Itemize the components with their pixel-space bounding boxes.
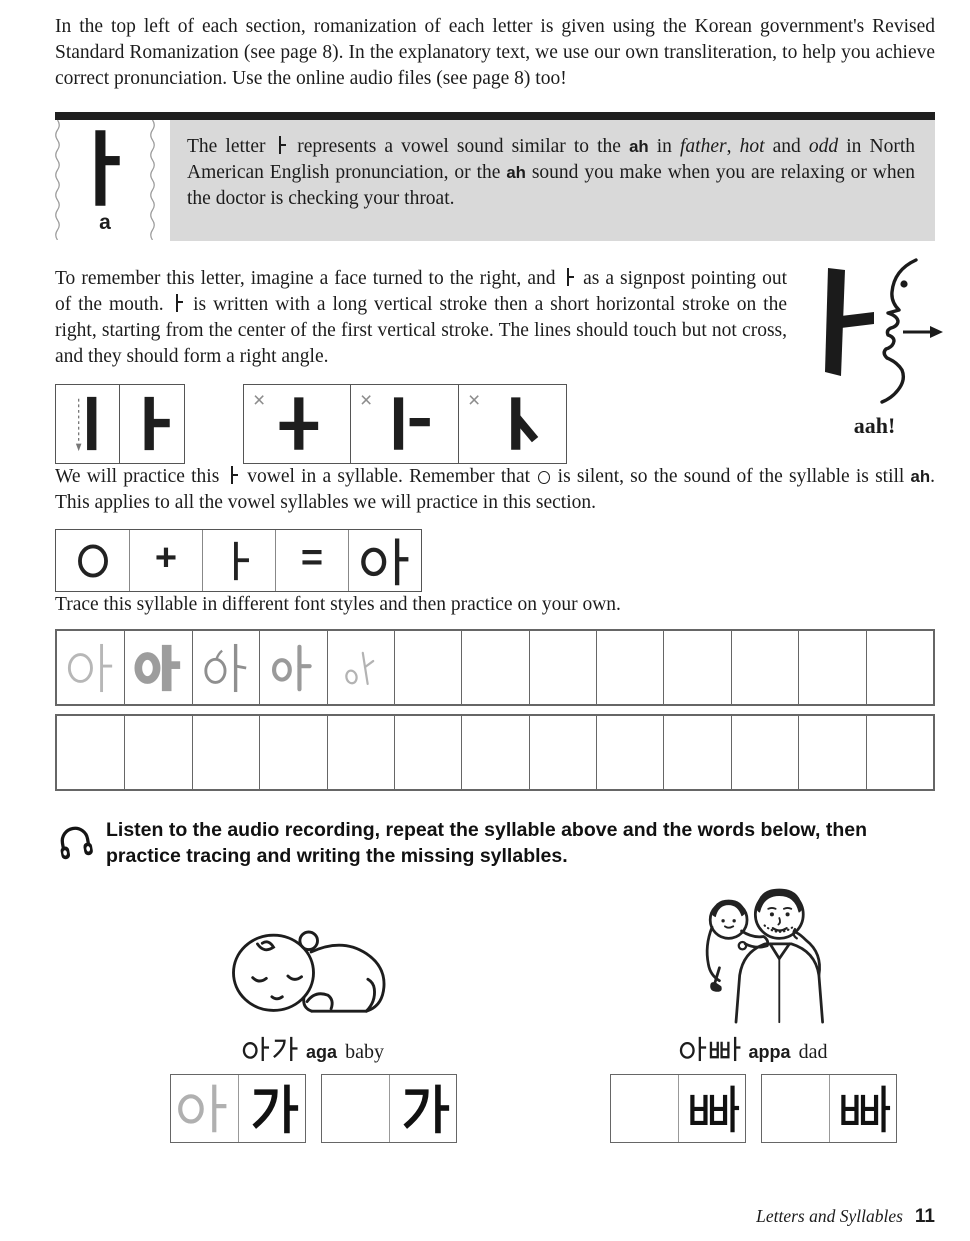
vocabulary-section — [55, 872, 935, 1140]
trace-cell-empty — [798, 631, 865, 704]
zigzag-edge-right — [149, 120, 156, 240]
aah-exclamation: aah! — [853, 413, 896, 438]
trace-cell-light — [57, 631, 124, 704]
practice-box — [170, 1074, 306, 1143]
trace-cell-empty — [259, 716, 326, 789]
romanized-word: appa — [748, 1041, 791, 1062]
trace-cell-empty — [461, 716, 528, 789]
trace-cell-empty — [663, 716, 730, 789]
hangul-a-letter-icon — [82, 126, 128, 210]
page-footer — [756, 1206, 935, 1228]
trace-cell-empty — [192, 716, 259, 789]
practice-cell-empty — [762, 1075, 829, 1142]
completed-letter-icon — [124, 390, 180, 458]
plus-sign: + — [154, 537, 178, 580]
korean-word-aga — [242, 1033, 298, 1062]
trace-cell-empty — [529, 716, 596, 789]
remember-paragraph: To remember this letter, imagine a face turned to the right, and as a signpost pointing out of the mouth. is written with a long vertical stroke then a short horizontal stroke on the right, starting from the center of the first vertical stroke. The lines should touch but not cross, and they should form a right angle. — [55, 267, 787, 367]
face-profile-icon — [800, 258, 950, 408]
headphones-icon — [55, 821, 95, 861]
trace-cell-rounded — [259, 631, 326, 704]
practice-box — [610, 1074, 746, 1143]
trace-grid-row-1 — [55, 629, 935, 706]
hangul-ppa-glyph — [835, 1080, 891, 1136]
x-mark: × — [360, 389, 373, 413]
hangul-ah-icon — [359, 535, 411, 587]
correct-stroke-group — [55, 384, 185, 464]
word-column-aga — [163, 872, 463, 1143]
equation-cell-equals — [275, 530, 348, 591]
practice-cell-traced-ah — [171, 1075, 238, 1142]
word-caption-appa — [603, 1033, 903, 1064]
pronunciation-face-illustration — [797, 258, 952, 439]
trace-cell-empty — [798, 716, 865, 789]
letter-description: The letter represents a vowel sound similar to the ah in father, hot and odd in North American English pronunciation, or the ah sound you make when you are relaxing or when the doctor is checking your throat. — [170, 120, 935, 241]
x-mark: × — [253, 389, 266, 413]
intro-paragraph: In the top left of each section, romanization of each letter is given using the Korean government's Revised Standard Romanization (see page 8). In the explanatory text, we use our own transliteration, to help you achieve correct pronunciation. Use the online audio files (see page 8) too! — [55, 16, 935, 89]
section-top-bar — [55, 112, 935, 120]
trace-instruction: Trace this syllable in different font styles and then practice on your own. — [55, 594, 621, 616]
audio-instruction — [55, 818, 935, 869]
letter-card — [55, 120, 155, 241]
practice-boxes-aga — [163, 1074, 463, 1143]
x-mark: × — [468, 389, 481, 413]
hangul-ah-handwriting-glyph — [339, 643, 383, 693]
audio-instruction-text: Listen to the audio recording, repeat the syllable above and the words below, then practice tracing and writing the missing syllables. — [106, 819, 867, 867]
incorrect-angled-cell — [459, 384, 567, 464]
trace-cell-empty — [327, 716, 394, 789]
incorrect-crossing-cell — [243, 384, 351, 464]
angled-strokes-icon — [467, 390, 559, 458]
letter-section — [55, 112, 935, 241]
trace-cell-empty — [731, 716, 798, 789]
hangul-ppa-glyph — [684, 1080, 740, 1136]
trace-cell-empty — [731, 631, 798, 704]
trace-cell-empty — [866, 716, 933, 789]
romanized-word: aga — [306, 1041, 338, 1062]
trace-cell-empty — [394, 716, 461, 789]
trace-cell-empty — [866, 631, 933, 704]
syllable-equation-box — [55, 529, 422, 592]
romanization-label: a — [99, 210, 111, 234]
detached-strokes-icon — [359, 390, 451, 458]
sleeping-baby-icon — [201, 904, 426, 1024]
hangul-ga-glyph — [395, 1080, 451, 1136]
dad-illustration — [603, 872, 903, 1024]
korean-word-appa — [679, 1033, 741, 1062]
stroke-step-2-cell — [120, 384, 185, 464]
syllable-paragraph: We will practice this vowel in a syllable. Remember that is silent, so the sound of the syllable is still ah. This applies to all the vowel syllables we will practice in this section. — [55, 466, 935, 514]
first-stroke-icon — [60, 390, 116, 458]
hangul-ah-rounded-glyph — [269, 640, 317, 696]
trace-cell-serif — [192, 631, 259, 704]
word-column-appa — [603, 872, 903, 1143]
practice-cell-empty — [322, 1075, 389, 1142]
practice-cell-ga — [389, 1075, 456, 1142]
practice-cell-ppa — [678, 1075, 745, 1142]
equation-cell-a-vowel — [202, 530, 275, 591]
word-caption-aga — [163, 1033, 463, 1064]
stroke-step-1-cell — [55, 384, 120, 464]
page-number: 11 — [914, 1206, 935, 1227]
practice-cell-ga — [238, 1075, 305, 1142]
practice-box — [761, 1074, 897, 1143]
incorrect-stroke-group — [243, 384, 567, 464]
hangul-ah-serif-glyph — [201, 639, 251, 697]
hangul-ieung-icon — [70, 538, 116, 584]
practice-cell-empty — [611, 1075, 678, 1142]
trace-cell-empty — [529, 631, 596, 704]
trace-cell-empty — [57, 716, 124, 789]
english-word: baby — [345, 1040, 384, 1063]
trace-grid-row-2 — [55, 714, 935, 791]
equals-sign: = — [300, 537, 324, 580]
dad-carrying-child-icon — [671, 872, 836, 1024]
trace-cell-empty — [394, 631, 461, 704]
practice-box — [321, 1074, 457, 1143]
practice-boxes-appa — [603, 1074, 903, 1143]
trace-cell-handwriting — [327, 631, 394, 704]
baby-illustration — [163, 872, 463, 1024]
hangul-ah-black-glyph — [134, 639, 184, 697]
incorrect-detached-cell — [351, 384, 459, 464]
equation-cell-ah-syllable — [348, 530, 421, 591]
zigzag-edge-left — [54, 120, 61, 240]
english-word: dad — [798, 1040, 828, 1063]
equation-cell-plus — [129, 530, 202, 591]
trace-cell-empty — [596, 631, 663, 704]
hangul-a-icon — [216, 536, 262, 586]
trace-cell-empty — [124, 716, 191, 789]
practice-cell-ppa — [829, 1075, 896, 1142]
hangul-ah-traced-glyph — [176, 1080, 232, 1136]
trace-cell-empty — [596, 716, 663, 789]
trace-cell-empty — [663, 631, 730, 704]
section-title: Letters and Syllables — [756, 1206, 903, 1226]
trace-cell-empty — [461, 631, 528, 704]
hangul-ah-light-glyph — [66, 639, 116, 697]
equation-cell-ieung — [56, 530, 129, 591]
hangul-ga-glyph — [244, 1080, 300, 1136]
trace-cell-black — [124, 631, 191, 704]
